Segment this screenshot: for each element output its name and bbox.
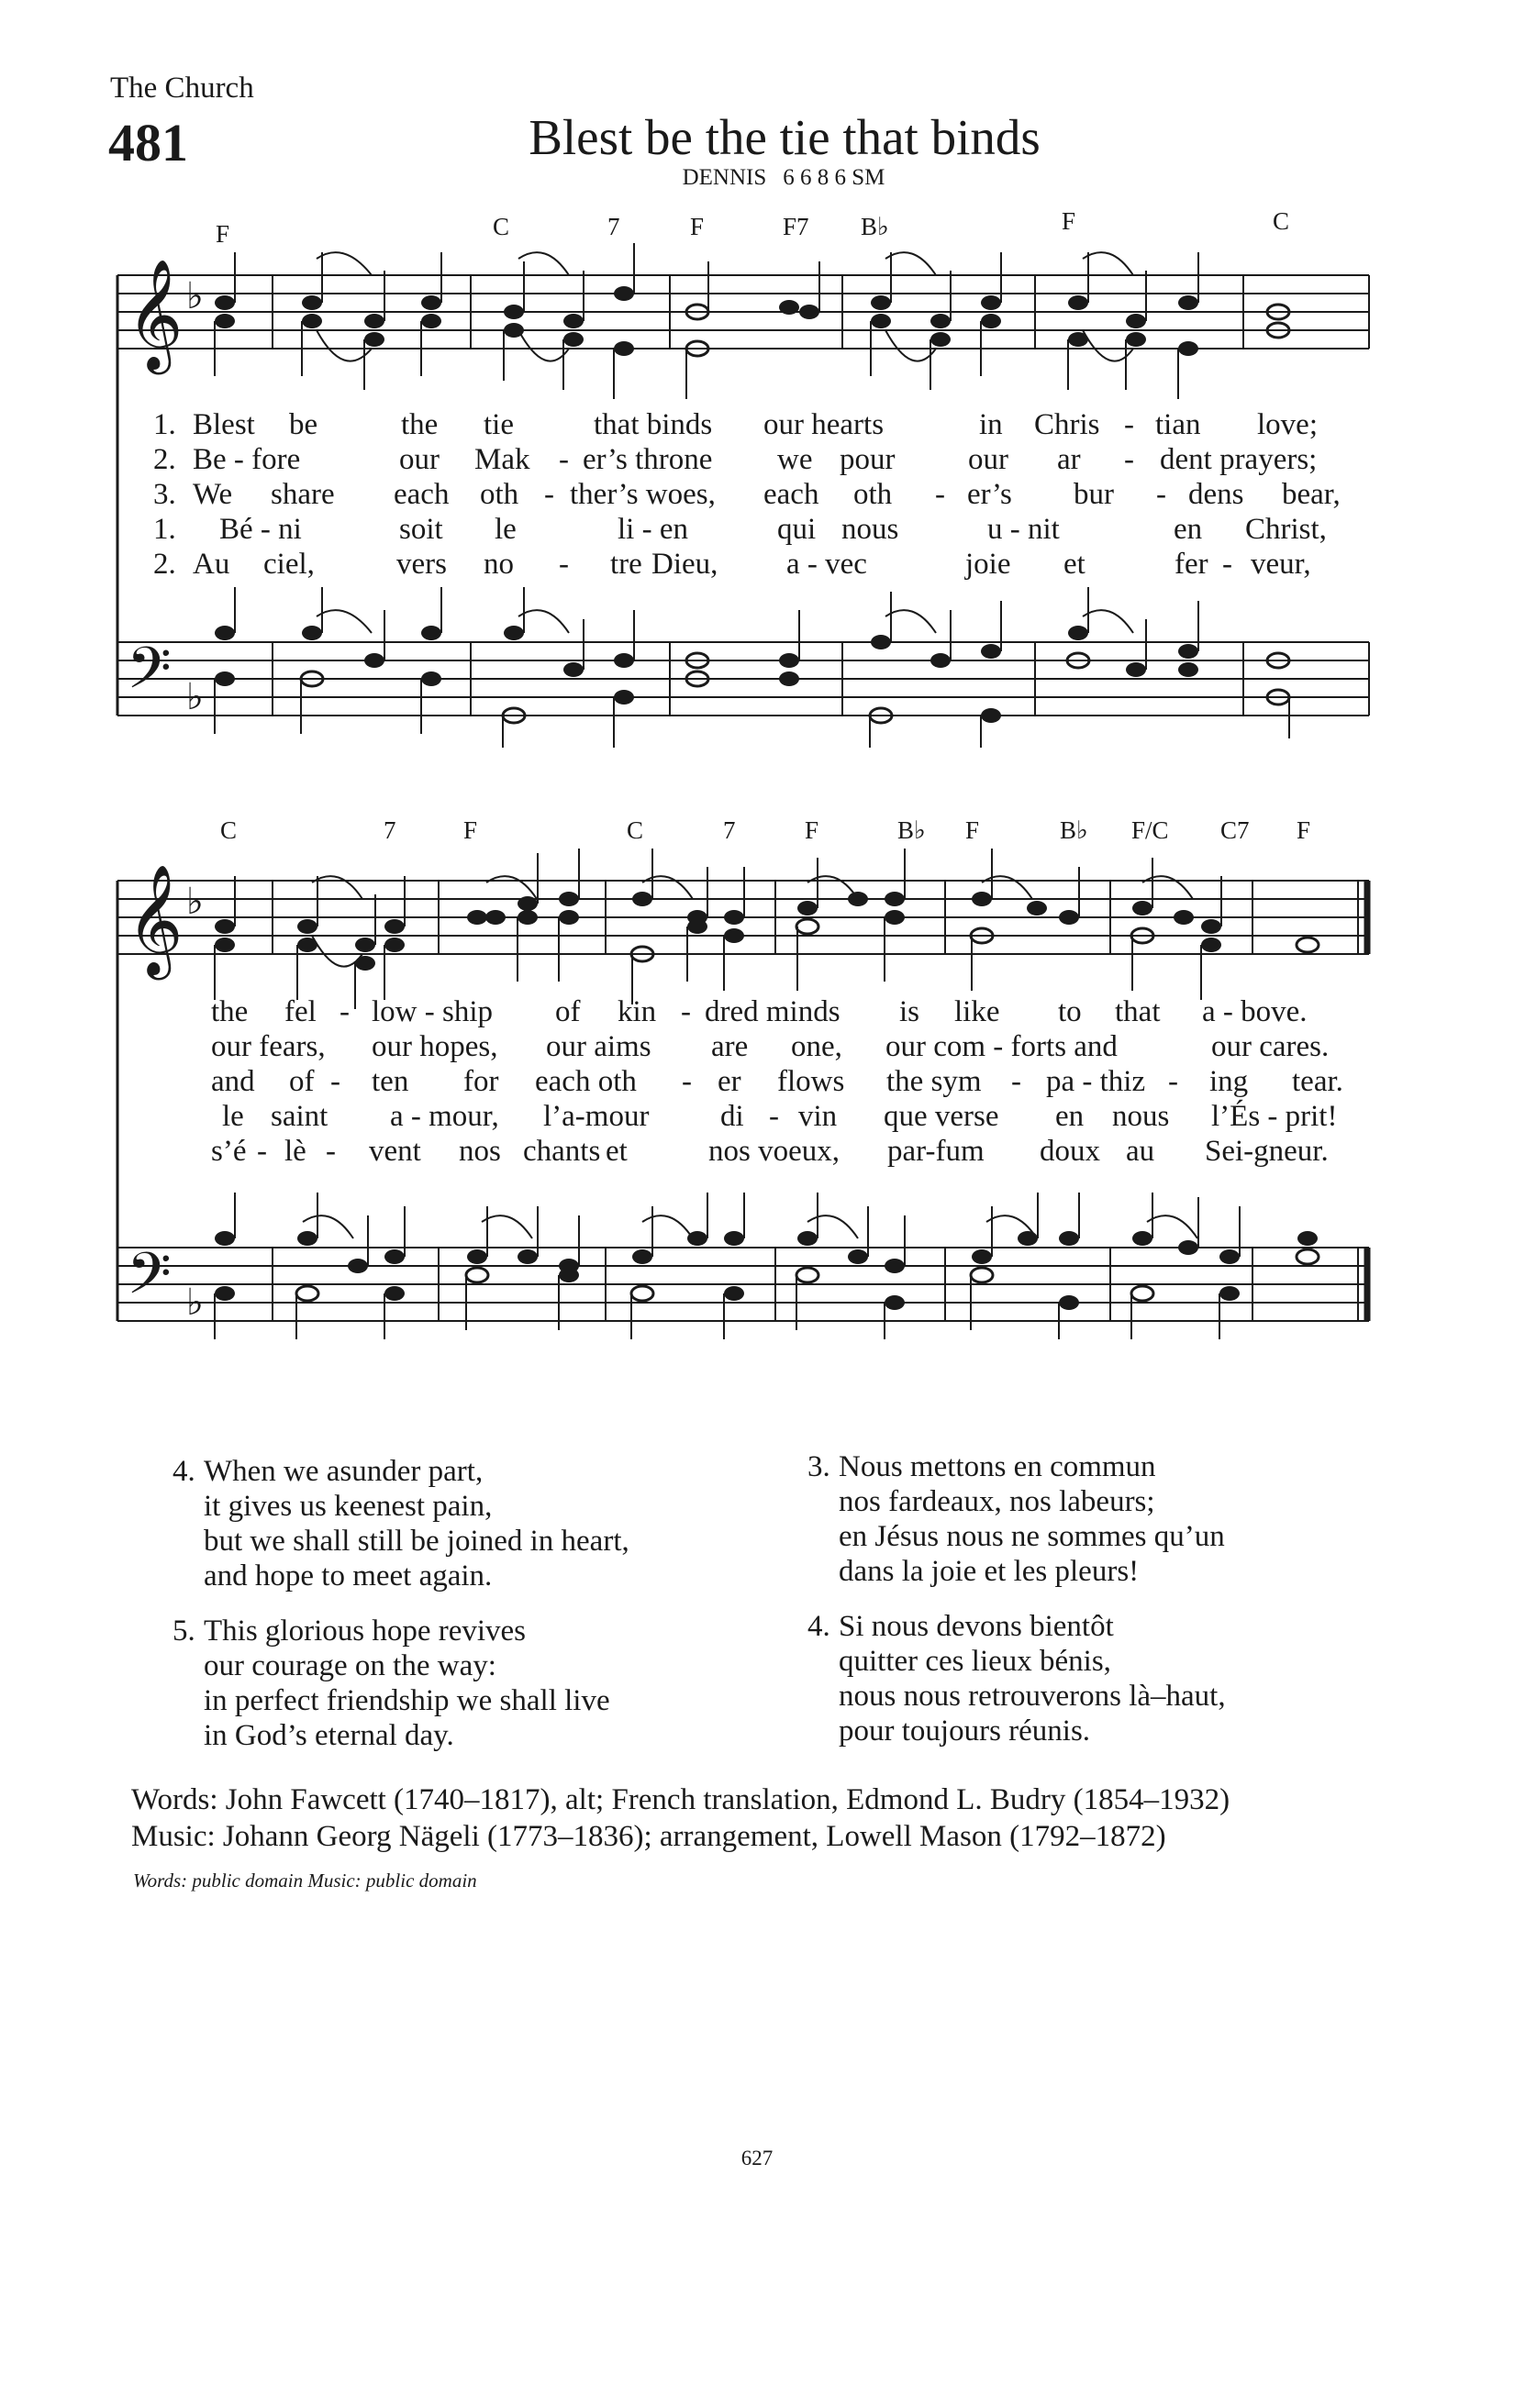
stanza-line: en Jésus nous ne sommes qu’un <box>839 1520 1225 1553</box>
credits <box>131 1781 1230 1855</box>
lyric-syllable: dens <box>1188 478 1244 511</box>
stanza-number: 3. <box>807 1450 830 1483</box>
lyric-syllable: ten <box>372 1065 409 1098</box>
stanza-text: This glorious hope revives <box>204 1615 527 1648</box>
lyric-syllable: Sei-gneur. <box>1205 1135 1329 1168</box>
lyric-syllable: et <box>1063 548 1085 581</box>
chord-symbol: C7 <box>1220 816 1250 844</box>
lyric-syllable: no <box>484 548 514 581</box>
lyric-syllable: Blest <box>193 408 255 441</box>
tune-name: DENNIS <box>682 165 767 190</box>
lyric-syllable: bear, <box>1282 478 1341 511</box>
svg-text:♭: ♭ <box>186 275 204 317</box>
lyric-syllable: our hearts <box>763 408 885 441</box>
lyric-syllable: our <box>399 443 440 476</box>
lyric-syllable: of <box>289 1065 315 1098</box>
stanza-line: pour toujours réunis. <box>839 1714 1091 1748</box>
stanza <box>173 1614 760 1753</box>
lyric-syllable: our fears, <box>211 1030 326 1063</box>
lyric-syllable: vent <box>369 1135 421 1168</box>
lyric-syllable: u - nit <box>987 513 1060 546</box>
stanza-line <box>807 1609 1395 1644</box>
verse-number: 2. <box>153 443 176 476</box>
lyric-syllable: - <box>1124 408 1134 441</box>
copyright-note: Words: public domain Music: public domain <box>133 1870 477 1892</box>
lyric-syllable: We <box>193 478 233 511</box>
lyric-syllable: Bé - ni <box>219 513 302 546</box>
chord-symbol: 7 <box>384 816 396 844</box>
lyric-syllable: - <box>682 1065 692 1098</box>
lyric-line-s2-v2 <box>211 1030 1376 1065</box>
lyric-syllable: au <box>1126 1135 1155 1168</box>
section-label: The Church <box>110 72 254 105</box>
chord-symbol: 7 <box>607 213 620 240</box>
lyric-syllable: lè <box>284 1135 306 1168</box>
stanza-text: Nous mettons en commun <box>839 1450 1156 1483</box>
hymn-number: 481 <box>108 113 188 172</box>
stanza-line: dans la joie et les pleurs! <box>839 1555 1140 1588</box>
lyric-syllable: l’És - prit! <box>1211 1100 1338 1133</box>
svg-text:𝄞: 𝄞 <box>127 863 184 975</box>
lyric-syllable: nous <box>841 513 899 546</box>
stanza-line <box>173 1614 760 1648</box>
lyric-syllable: fer <box>1174 548 1208 581</box>
chord-symbol: F/C <box>1131 816 1169 844</box>
lyric-line-s2-v3 <box>211 1065 1376 1100</box>
chord-symbol: C <box>220 816 238 844</box>
chord-symbol: C <box>493 213 510 240</box>
lyric-syllable: soit <box>399 513 443 546</box>
lyric-syllable: ciel, <box>263 548 315 581</box>
lyric-syllable: en <box>1174 513 1203 546</box>
lyric-syllable: - <box>559 548 569 581</box>
stanza-line: in perfect friendship we shall live <box>204 1684 610 1717</box>
lyric-syllable: - <box>559 443 569 476</box>
stanza-line: but we shall still be joined in heart, <box>204 1525 629 1558</box>
lyric-syllable: low - ship <box>372 995 493 1028</box>
lyric-syllable: li - en <box>618 513 688 546</box>
stanzas-left <box>173 1454 760 1773</box>
chord-symbol: B♭ <box>861 213 889 240</box>
lyric-syllable: vers <box>396 548 447 581</box>
lyric-syllable: er <box>718 1065 741 1098</box>
stanza-line: nous nous retrouverons là–haut, <box>839 1680 1226 1713</box>
lyric-syllable: share <box>271 478 335 511</box>
svg-text:𝄢: 𝄢 <box>127 1239 172 1321</box>
lyric-syllable: Mak <box>474 443 530 476</box>
lyric-syllable: dent prayers; <box>1160 443 1318 476</box>
lyric-syllable: qui <box>777 513 817 546</box>
lyric-syllable: Au <box>193 548 230 581</box>
lyric-syllable: ing <box>1209 1065 1249 1098</box>
chord-symbol: F <box>1062 207 1076 235</box>
chord-symbol: B♭ <box>1060 816 1088 844</box>
lyric-syllable: le <box>222 1100 244 1133</box>
stanza-number: 5. <box>173 1615 195 1648</box>
lyric-syllable: our hopes, <box>372 1030 498 1063</box>
chord-symbol: 7 <box>723 816 736 844</box>
lyric-syllable: to <box>1058 995 1082 1028</box>
lyric-syllable: - <box>544 478 554 511</box>
chord-symbol: F <box>805 816 819 844</box>
lyric-syllable: chants <box>523 1135 601 1168</box>
lyric-syllable: the <box>211 995 249 1028</box>
lyric-syllable: a - mour, <box>390 1100 499 1133</box>
verse-number: 1. <box>153 408 176 441</box>
page-number: 627 <box>740 2147 774 2169</box>
lyric-syllable: oth <box>853 478 893 511</box>
lyric-syllable: - <box>681 995 691 1028</box>
lyric-syllable: vin <box>798 1100 838 1133</box>
lyric-syllable: - <box>330 1065 340 1098</box>
chord-symbol: C <box>1273 207 1290 235</box>
stanza <box>807 1609 1395 1748</box>
stanza-line: our courage on the way: <box>204 1649 496 1682</box>
stanza-line <box>807 1449 1395 1484</box>
lyric-syllable: one, <box>791 1030 842 1063</box>
lyric-syllable: Be - fore <box>193 443 301 476</box>
tune-meter: 6 6 8 6 SM <box>783 165 885 190</box>
stanzas-right <box>807 1449 1395 1769</box>
chord-symbol: F <box>690 213 705 240</box>
lyric-syllable: fel <box>284 995 317 1028</box>
lyric-syllable: - <box>326 1135 336 1168</box>
lyric-syllable: in <box>979 408 1003 441</box>
stanza-number: 4. <box>173 1455 195 1488</box>
lyric-syllable: kin <box>618 995 657 1028</box>
stanza-text: Si nous devons bientôt <box>839 1610 1114 1643</box>
stanza-text: When we asunder part, <box>204 1455 484 1488</box>
stanza-line: in God’s eternal day. <box>204 1719 454 1752</box>
verse-number: 2. <box>153 548 176 581</box>
lyric-syllable: the sym <box>886 1065 982 1098</box>
lyric-syllable: nos voeux, <box>708 1135 840 1168</box>
lyric-syllable: Christ, <box>1245 513 1327 546</box>
lyric-syllable: veur, <box>1251 548 1311 581</box>
lyric-syllable: that <box>1115 995 1161 1028</box>
lyric-syllable: nos <box>459 1135 501 1168</box>
lyric-syllable: a - vec <box>786 548 867 581</box>
lyric-syllable: we <box>777 443 813 476</box>
lyric-syllable: nous <box>1112 1100 1170 1133</box>
lyric-syllable: is <box>899 995 920 1028</box>
lyric-syllable: - <box>1222 548 1232 581</box>
svg-text:♭: ♭ <box>186 676 204 718</box>
lyric-syllable: - <box>340 995 350 1028</box>
lyric-syllable: our aims <box>546 1030 651 1063</box>
lyric-syllable: are <box>711 1030 749 1063</box>
lyric-syllable: dred minds <box>705 995 840 1028</box>
chord-symbol: C <box>627 816 644 844</box>
lyric-syllable: s’é <box>211 1135 247 1168</box>
svg-text:♭: ♭ <box>186 1282 204 1324</box>
lyric-syllable: pa - thiz <box>1046 1065 1146 1098</box>
lyric-syllable: flows <box>777 1065 845 1098</box>
lyric-syllable: our cares. <box>1211 1030 1330 1063</box>
lyric-syllable: - <box>1124 443 1134 476</box>
hymn-title: Blest be the tie that binds <box>529 109 1041 165</box>
lyric-syllable: - <box>1156 478 1166 511</box>
stanza-line: quitter ces lieux bénis, <box>839 1645 1111 1678</box>
lyric-syllable: - <box>935 478 945 511</box>
svg-text:𝄞: 𝄞 <box>127 258 184 370</box>
svg-text:♭: ♭ <box>186 881 204 923</box>
chord-symbol: F <box>965 816 980 844</box>
stanza-line <box>173 1454 760 1489</box>
lyric-syllable: our com - forts and <box>885 1030 1118 1063</box>
credits-music: Music: Johann Georg Nägeli (1773–1836); arrangement, Lowell Mason (1792–1872) <box>131 1820 1166 1853</box>
lyric-syllable: er’s <box>967 478 1012 511</box>
chord-symbol: F <box>216 220 230 248</box>
lyric-syllable: tie <box>484 408 514 441</box>
lyric-syllable: ar <box>1057 443 1081 476</box>
lyric-syllable: oth <box>480 478 519 511</box>
lyric-syllable: of <box>555 995 581 1028</box>
chord-symbol: B♭ <box>897 816 926 844</box>
lyric-syllable: er’s throne <box>583 443 713 476</box>
lyric-syllable: be <box>289 408 318 441</box>
lyric-syllable: doux <box>1040 1135 1100 1168</box>
chord-symbol: F7 <box>783 213 809 240</box>
lyric-syllable: tear. <box>1292 1065 1343 1098</box>
lyric-syllable: each oth <box>535 1065 637 1098</box>
lyric-syllable: le <box>495 513 517 546</box>
credits-words: Words: John Fawcett (1740–1817), alt; French translation, Edmond L. Budry (1854–1932) <box>131 1783 1230 1816</box>
stanza-number: 4. <box>807 1610 830 1643</box>
stanza <box>173 1454 760 1593</box>
verse-number: 1. <box>153 513 176 546</box>
lyric-syllable: pour <box>840 443 896 476</box>
svg-text:𝄢: 𝄢 <box>127 634 172 716</box>
lyric-syllable: joie <box>965 548 1011 581</box>
lyric-syllable: que verse <box>884 1100 999 1133</box>
lyric-syllable: Chris <box>1034 408 1100 441</box>
lyric-syllable: that binds <box>594 408 713 441</box>
lyric-syllable: and <box>211 1065 255 1098</box>
lyric-syllable: - <box>1168 1065 1178 1098</box>
lyric-syllable: l’a-mour <box>543 1100 650 1133</box>
chord-symbol: F <box>1297 816 1311 844</box>
lyric-syllable: - <box>257 1135 267 1168</box>
lyric-syllable: en <box>1055 1100 1085 1133</box>
chord-symbol: F <box>463 816 478 844</box>
lyric-syllable: - <box>769 1100 779 1133</box>
lyric-line-s2-v4 <box>211 1100 1376 1135</box>
lyric-syllable: - <box>1011 1065 1021 1098</box>
stanza-line: it gives us keenest pain, <box>204 1490 493 1523</box>
lyric-syllable: love; <box>1257 408 1318 441</box>
lyric-syllable: the <box>401 408 439 441</box>
lyric-syllable: Dieu, <box>651 548 718 581</box>
stanza <box>807 1449 1395 1589</box>
lyric-syllable: each <box>763 478 819 511</box>
lyric-syllable: saint <box>271 1100 328 1133</box>
lyric-syllable: ther’s woes, <box>570 478 716 511</box>
lyric-syllable: tian <box>1155 408 1201 441</box>
stanza-line: and hope to meet again. <box>204 1559 493 1592</box>
lyric-syllable: tre <box>610 548 642 581</box>
lyric-syllable: for <box>463 1065 499 1098</box>
verse-number: 3. <box>153 478 176 511</box>
lyric-syllable: each <box>394 478 450 511</box>
lyric-syllable: di <box>720 1100 744 1133</box>
lyric-syllable: et <box>606 1135 628 1168</box>
stanza-line: nos fardeaux, nos labeurs; <box>839 1485 1155 1518</box>
lyric-syllable: bur <box>1074 478 1114 511</box>
lyric-line-s2-v1 <box>211 995 1376 1030</box>
lyric-syllable: a - bove. <box>1202 995 1308 1028</box>
lyric-syllable: like <box>954 995 1000 1028</box>
lyric-syllable: par-fum <box>887 1135 985 1168</box>
lyric-line-s2-v5 <box>211 1135 1376 1170</box>
lyric-syllable: our <box>968 443 1008 476</box>
